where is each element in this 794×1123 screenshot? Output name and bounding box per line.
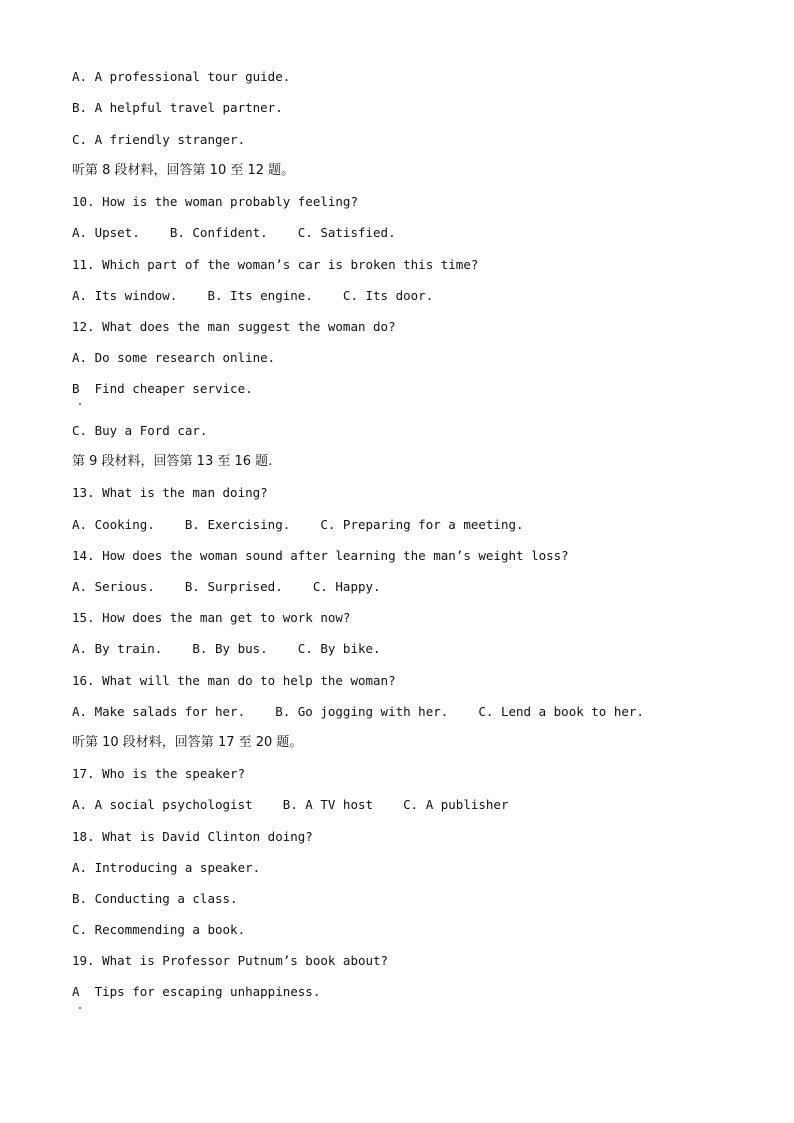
question-19: 19. What is Professor Putnum’s book about? xyxy=(72,953,389,968)
option-9c: C. A friendly stranger. xyxy=(72,132,246,147)
question-15: 15. How does the man get to work now? xyxy=(72,610,351,625)
question-14: 14. How does the woman sound after learning the man’s weight loss? xyxy=(72,548,569,563)
stray-dot xyxy=(79,1007,81,1009)
option-9b: B. A helpful travel partner. xyxy=(72,100,283,115)
question-12: 12. What does the man suggest the woman do? xyxy=(72,319,396,334)
option-18b: B. Conducting a class. xyxy=(72,891,238,906)
section-heading-10: 听第 10 段材料，回答第 17 至 20 题。 xyxy=(72,735,303,750)
question-17: 17. Who is the speaker? xyxy=(72,766,246,781)
option-9a: A. A professional tour guide. xyxy=(72,69,291,84)
question-13: 13. What is the man doing? xyxy=(72,485,268,500)
options-10: A. Upset. B. Confident. C. Satisfied. xyxy=(72,225,396,240)
option-12a: A. Do some research online. xyxy=(72,350,276,365)
options-15: A. By train. B. By bus. C. By bike. xyxy=(72,641,381,656)
option-18a: A. Introducing a speaker. xyxy=(72,860,261,875)
question-16: 16. What will the man do to help the woman? xyxy=(72,673,396,688)
option-18c: C. Recommending a book. xyxy=(72,922,246,937)
question-18: 18. What is David Clinton doing? xyxy=(72,829,313,844)
stray-dot xyxy=(79,403,81,405)
question-10: 10. How is the woman probably feeling? xyxy=(72,194,358,209)
section-heading-9: 第 9 段材料，回答第 13 至 16 题. xyxy=(72,454,273,469)
option-12c: C. Buy a Ford car. xyxy=(72,423,208,438)
options-17: A. A social psychologist B. A TV host C. A publisher xyxy=(72,797,509,812)
option-12b: B Find cheaper service. xyxy=(72,381,253,396)
options-13: A. Cooking. B. Exercising. C. Preparing for a meeting. xyxy=(72,517,524,532)
options-16: A. Make salads for her. B. Go jogging with her. C. Lend a book to her. xyxy=(72,704,644,719)
option-19a: A Tips for escaping unhappiness. xyxy=(72,984,321,999)
section-heading-8: 听第 8 段材料，回答第 10 至 12 题。 xyxy=(72,163,295,178)
options-14: A. Serious. B. Surprised. C. Happy. xyxy=(72,579,381,594)
question-11: 11. Which part of the woman’s car is broken this time? xyxy=(72,257,479,272)
options-11: A. Its window. B. Its engine. C. Its door. xyxy=(72,288,434,303)
